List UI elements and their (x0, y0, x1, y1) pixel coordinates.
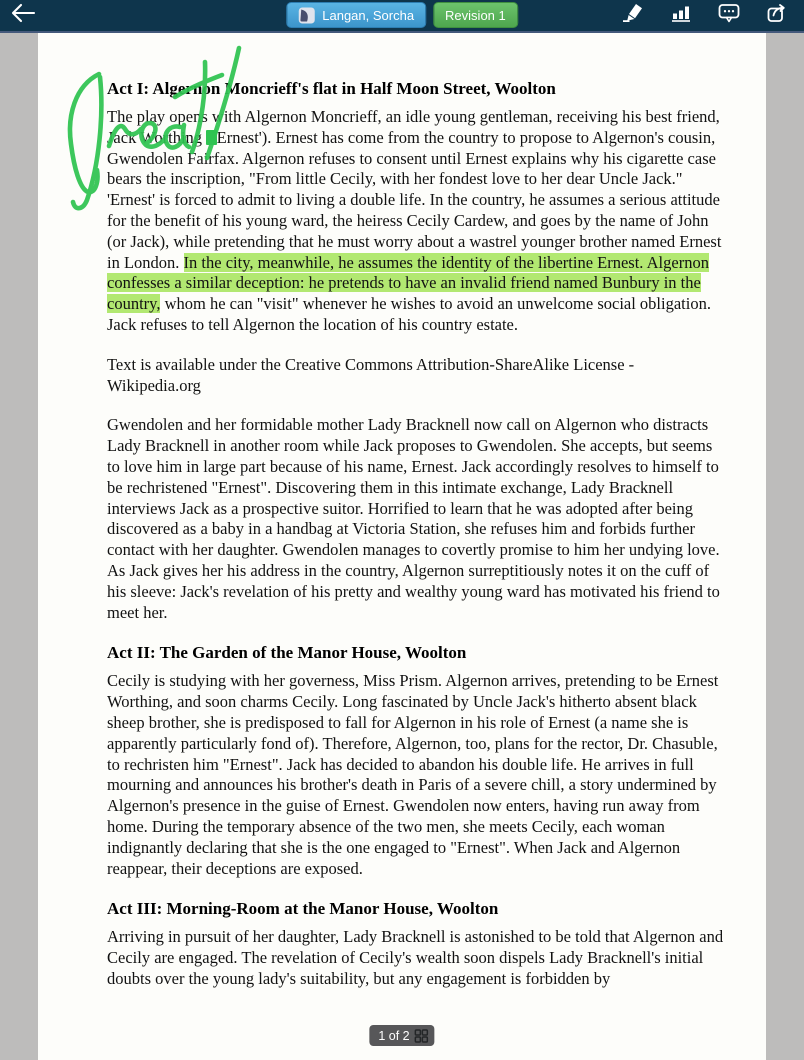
body-text: Gwendolen and her formidable mother Lady Bracknell now call on Algernon who distracts Lady Bracknell in another room while Jack proposes to Gwendolen. She accepts, but seems to love him in large part because of his name, Ernest. Jack accordingly resolves to himself to be rechristened "Ernest". Discovering them in this intimate exchange, Lady Bracknell interviews Jack as a prospective suitor. Horrified to learn that he was adopted after being discovered as a baby in a handbag at Victoria Station, she refuses him and forbids further contact with her daughter. Gwendolen manages to covertly promise to him her undying love. As Jack gives her his address in the country, Algernon surreptitiously notes it on the cuff of his sleeve: Jack's revelation of his pretty and wealthy young ward has motivated his friend to meet her. (107, 415, 720, 622)
paragraph (107, 415, 727, 623)
document-canvas (0, 33, 804, 1060)
back-arrow-icon (10, 3, 36, 28)
body-text: whom he can "visit" whenever he wishes to avoid an unwelcome social obligation. Jack refuses to tell Algernon the location of his country estate. (107, 294, 711, 334)
top-navigation-bar (0, 0, 804, 33)
student-name-button[interactable] (286, 2, 426, 28)
paragraph (107, 927, 727, 989)
body-text: Cecily is studying with her governess, Miss Prism. Algernon arrives, pretending to be Ernest Worthing, and soon charms Cecily. Long fascinated by Uncle Jack's hitherto absent black sheep brother, she is predisposed to fall for Algernon in his role of Ernest (a name she is apparently particularly fond of). Therefore, Algernon, too, plans for the rector, Dr. Chasuble, to rechristen him "Ernest". Jack has decided to abandon his double life. He arrives in full mourning and announces his brother's death in Paris of a severe chill, a story undermined by Algernon's presence in the guise of Ernest. Gwendolen now enters, having run away from home. During the temporary absence of the two men, she meets Cecily, each woman indignantly declaring that she is the one engaged to "Ernest". When Jack and Algernon reappear, their deceptions are exposed. (107, 671, 719, 878)
assignment-folder-icon (298, 7, 315, 24)
body-text: Arriving in pursuit of her daughter, Lady Bracknell is astonished to be told that Algernon and Cecily are engaged. The revelation of Cecily's wealth soon dispels Lady Bracknell's initial doubts over the young lady's suitability, but any engagement is forbidden by (107, 927, 724, 988)
comments-button[interactable] (718, 3, 740, 28)
speech-bubble-icon (718, 3, 740, 28)
paragraph (107, 107, 727, 336)
act-heading: Act I: Algernon Moncrieff's flat in Half Moon Street, Woolton (107, 79, 556, 98)
nav-tool-icons (622, 3, 804, 28)
share-arrow-icon (767, 3, 788, 28)
page-indicator-label: 1 of 2 (378, 1028, 410, 1043)
revision-label: Revision 1 (445, 7, 506, 23)
body-text: Ernest'). Ernest has come from the country to propose to Algernon's cousin, Gwendolen Fairfax. Algernon refuses to consent until Ernest explains why his cigarette case bears the inscription, "From little Cecily, with her fondest love to her dear Uncle Jack." 'Ernest' is forced to admit to living a double life. In the country, he assumes a serious attitude for the benefit of his young ward, the heiress Cecily Cardew, and goes by the name of John (or Jack), while pretending that he must worry about a wastrel younger brother named Ernest in London. (107, 127, 722, 272)
page-grid-icon (415, 1029, 429, 1043)
paragraph (107, 671, 727, 879)
document-page[interactable] (38, 33, 766, 1060)
marker-pen-icon (622, 3, 644, 28)
act-heading: Act II: The Garden of the Manor House, Woolton (107, 643, 467, 663)
annotate-button[interactable] (622, 3, 644, 28)
stats-button[interactable] (671, 3, 691, 28)
green-annotation-square (206, 130, 216, 145)
share-button[interactable] (767, 3, 788, 28)
body-text: Text is available under the Creative Commons Attribution-ShareAlike License - Wikipedia.org (107, 354, 635, 395)
highlighted-text: In the city, meanwhile, he assumes the identity of the libertine Ernest. Algernon confesses a similar deception: he pretends to have an invalid friend named Bunbury in the country, (107, 252, 709, 314)
act-heading: Act III: Morning-Room at the Manor House, Woolton (107, 899, 499, 919)
page-indicator[interactable] (369, 1025, 434, 1046)
student-name-label: Langan, Sorcha (322, 7, 415, 23)
bar-chart-icon (671, 3, 691, 28)
nav-center-buttons (286, 2, 518, 28)
back-button[interactable] (0, 3, 46, 28)
body-text: The play opens with Algernon Moncrieff, an idle young gentleman, receiving his best friend, Jack Worthing (107, 107, 720, 147)
revision-badge-button[interactable] (433, 2, 518, 28)
paragraph (107, 355, 727, 397)
